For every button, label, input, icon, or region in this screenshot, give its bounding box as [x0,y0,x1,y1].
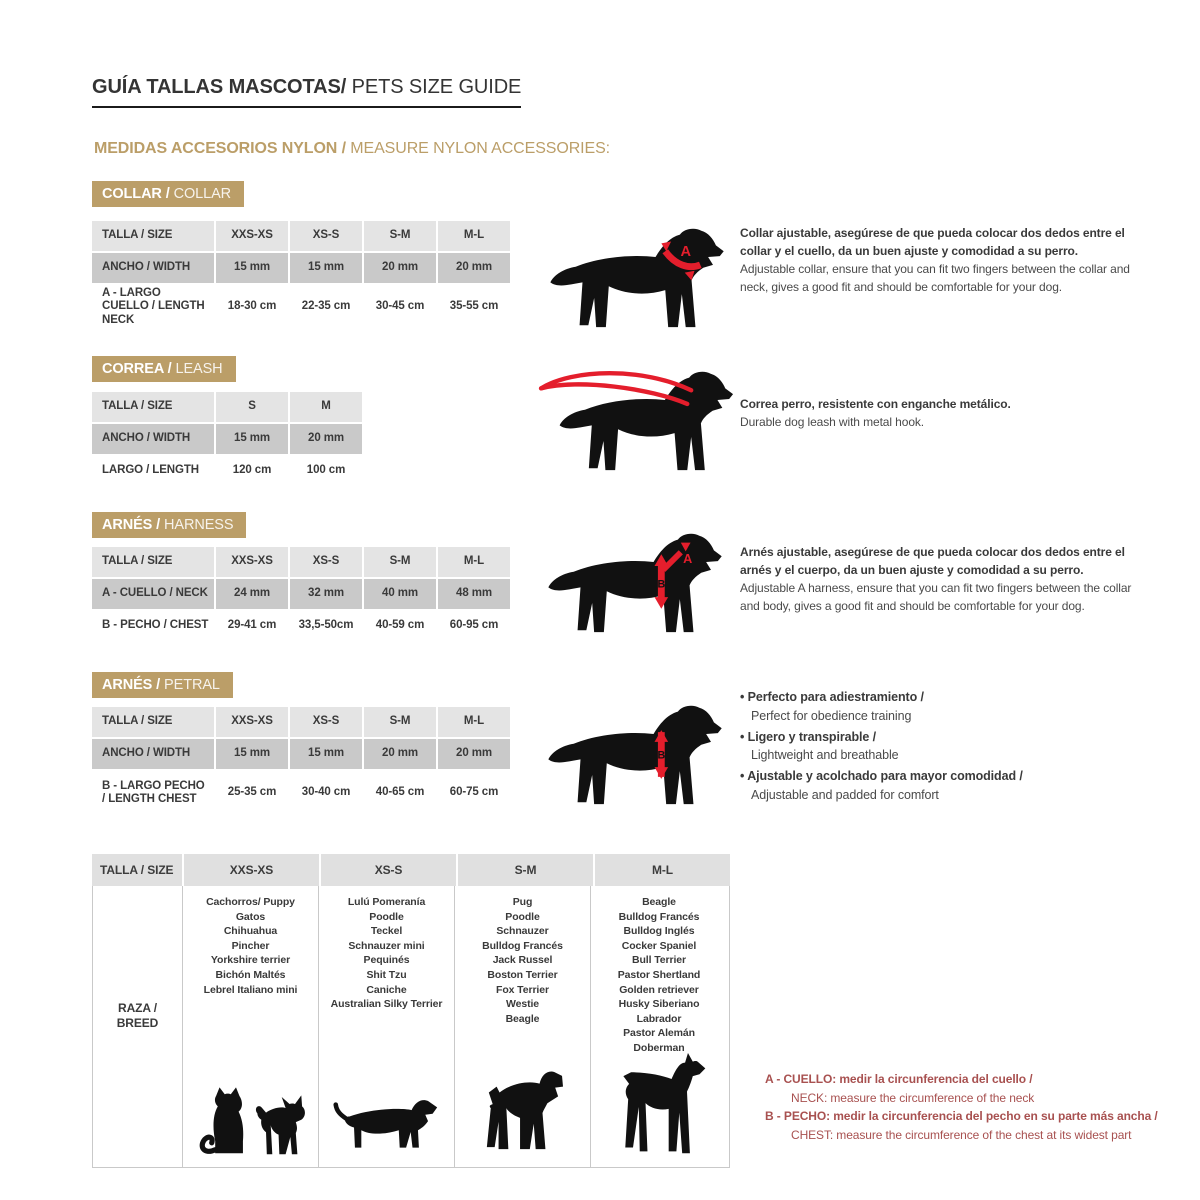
harness-description [740,543,1142,615]
petral-badge-english: PETRAL [164,677,220,693]
breed-size-m-l: M-L [595,854,730,886]
leash-badge-spanish: CORREA / [102,361,176,377]
breed-names: Lulú Pomeranía Poodle Teckel Schnauzer mini Pequinés Shit Tzu Caniche Australian Silky Terrier [330,896,443,1011]
note-neck-english: NECK: measure the circumference of the neck [791,1090,1035,1105]
collar-width-label: ANCHO / WIDTH [92,253,214,283]
leash-width-value: 15 mm [216,424,288,454]
measurement-notes [765,1070,1195,1144]
petral-feature [740,728,1160,766]
petral-table-header-label: TALLA / SIZE [92,707,214,737]
petral-feature-english: Perfect for obedience training [751,708,912,723]
note-neck-spanish: A - CUELLO: medir la circunferencia del cuello / [765,1072,1033,1086]
dog-harness-illustration [538,527,734,639]
petral-width-label: ANCHO / WIDTH [92,739,214,769]
title-spanish: GUÍA TALLAS MASCOTAS/ [92,76,347,98]
leash-size-s: S [216,392,288,422]
breed-names: Cachorros/ Puppy Gatos Chihuahua Pincher Yorkshire terrier Bichón Maltés Lebrel Italiano mini [203,896,298,996]
harness-chest-label: B - PECHO / CHEST [92,611,214,641]
harness-neck-value: 32 mm [290,579,362,609]
breed-list-m-l [591,886,727,1167]
petral-width-value: 15 mm [216,739,288,769]
note-chest-english: CHEST: measure the circumference of the chest at its widest part [791,1127,1132,1142]
petral-width-value: 20 mm [438,739,510,769]
collar-neck-value: 30-45 cm [364,285,436,329]
leash-description-spanish: Correa perro, resistente con enganche metálico. [740,397,1011,411]
petral-chest-length-label: B - LARGO PECHO / LENGTH CHEST [92,771,214,815]
harness-section-badge [92,512,246,538]
collar-neck-value: 18-30 cm [216,285,288,329]
petral-features [740,688,1160,807]
leash-description-english: Durable dog leash with metal hook. [740,415,925,429]
petral-badge-spanish: ARNÉS / [102,677,165,693]
breed-size-xxs-xs: XXS-XS [184,854,319,886]
breed-table-header [92,854,730,886]
dog-leash-illustration [535,363,745,477]
collar-size-s-m: S-M [364,221,436,251]
collar-size-table [92,221,510,329]
subtitle-spanish: MEDIDAS ACCESORIOS NYLON / [94,140,346,157]
petral-size-m-l: M-L [438,707,510,737]
collar-badge-english: COLLAR [173,186,232,202]
harness-size-xxs-xs: XXS-XS [216,547,288,577]
collar-neck-length-label: A - LARGO CUELLO / LENGTH NECK [92,285,214,329]
petral-size-xxs-xs: XXS-XS [216,707,288,737]
breed-size-s-m: S-M [458,854,593,886]
note-neck [765,1070,1195,1107]
petral-feature [740,688,1160,726]
breed-list-xs-s [319,886,455,1167]
note-chest [765,1107,1195,1144]
dog-petral-illustration [538,699,734,811]
collar-size-m-l: M-L [438,221,510,251]
collar-width-value: 20 mm [364,253,436,283]
petral-width-value: 15 mm [290,739,362,769]
collar-table-header-label: TALLA / SIZE [92,221,214,251]
petral-chest-value: 30-40 cm [290,771,362,815]
collar-width-value: 15 mm [216,253,288,283]
harness-neck-value: 48 mm [438,579,510,609]
collar-width-value: 20 mm [438,253,510,283]
breed-size-xs-s: XS-S [321,854,456,886]
dog-collar-illustration [540,222,736,334]
collar-badge-spanish: COLLAR / [102,186,174,202]
note-chest-spanish: B - PECHO: medir la circunferencia del pecho en su parte más ancha / [765,1109,1158,1124]
leash-size-m: M [290,392,362,422]
petral-section-badge [92,672,233,698]
collar-neck-value: 35-55 cm [438,285,510,329]
breed-names: Pug Poodle Schnauzer Bulldog Francés Jack Russel Boston Terrier Fox Terrier Westie Beagle [482,896,563,1025]
collar-description-spanish: Collar ajustable, asegúrese de que pueda colocar dos dedos entre el collar y el cuello, da un buen ajuste y comodidad a su perro. [740,226,1125,258]
petral-feature-spanish: • Perfecto para adiestramiento / [740,688,1160,707]
schnauzer-silhouette-icon [481,1063,563,1159]
harness-description-spanish: Arnés ajustable, asegúrese de que pueda colocar dos dedos entre el arnés y el cuerpo, da un buen ajuste y comodidad a su perro. [740,545,1125,577]
breed-list-s-m [455,886,591,1167]
page-title [92,76,521,108]
leash-width-label: ANCHO / WIDTH [92,424,214,454]
petral-feature-english: Adjustable and padded for comfort [751,787,939,802]
leash-width-value: 20 mm [290,424,362,454]
collar-section-badge [92,181,244,207]
harness-size-m-l: M-L [438,547,510,577]
leash-length-label: LARGO / LENGTH [92,456,214,486]
petral-feature-spanish: • Ligero y transpirable / [740,728,1160,747]
harness-size-s-m: S-M [364,547,436,577]
leash-length-value: 120 cm [216,456,288,486]
collar-width-value: 15 mm [290,253,362,283]
petral-chest-value: 25-35 cm [216,771,288,815]
harness-table-header-label: TALLA / SIZE [92,547,214,577]
petral-chest-value: 40-65 cm [364,771,436,815]
leash-table-header-label: TALLA / SIZE [92,392,214,422]
harness-marker-b-label: B [657,578,666,591]
petral-size-s-m: S-M [364,707,436,737]
harness-size-table [92,547,510,641]
leash-section-badge [92,356,236,382]
harness-badge-spanish: ARNÉS / [102,517,165,533]
harness-chest-value: 40-59 cm [364,611,436,641]
collar-description [740,224,1142,296]
harness-neck-label: A - CUELLO / NECK [92,579,214,609]
petral-chest-value: 60-75 cm [438,771,510,815]
leash-description [740,395,1142,431]
chihuahua-silhouette-icon [248,1093,306,1159]
harness-chest-value: 60-95 cm [438,611,510,641]
dachshund-silhouette-icon [333,1089,439,1155]
breed-row-label: RAZA / BREED [93,886,183,1167]
subtitle-english: MEASURE NYLON ACCESSORIES: [345,140,610,157]
harness-badge-english: HARNESS [164,517,234,533]
collar-marker-a-label: A [680,244,691,261]
harness-size-xs-s: XS-S [290,547,362,577]
doberman-silhouette-icon [613,1053,707,1161]
petral-size-xs-s: XS-S [290,707,362,737]
petral-width-value: 20 mm [364,739,436,769]
harness-marker-a-label: A [683,552,693,567]
harness-chest-value: 33,5-50cm [290,611,362,641]
harness-neck-value: 24 mm [216,579,288,609]
cat-silhouette-icon [197,1085,249,1159]
harness-description-english: Adjustable A harness, ensure that you can fit two fingers between the collar and body, gives a good fit and should be comfortable for your dog. [740,581,1132,613]
collar-size-xxs-xs: XXS-XS [216,221,288,251]
leash-size-table [92,392,362,486]
breed-size-table [92,854,730,1168]
harness-chest-value: 29-41 cm [216,611,288,641]
petral-marker-b-label: B [657,749,666,762]
breed-header-label: TALLA / SIZE [92,854,182,886]
page-subtitle [94,140,610,158]
leash-badge-english: LEASH [175,361,223,377]
petral-feature [740,767,1160,805]
breed-names: Beagle Bulldog Francés Bulldog Inglés Cocker Spaniel Bull Terrier Pastor Shertland Golden retriever Husky Siberiano Labrador Pastor Alemán Doberman [617,896,701,1054]
breed-table-body [92,886,730,1168]
breed-list-xxs-xs [183,886,319,1167]
collar-description-english: Adjustable collar, ensure that you can fit two fingers between the collar and neck, gives a good fit and should be comfortable for your dog. [740,262,1130,294]
petral-size-table [92,707,510,815]
collar-neck-value: 22-35 cm [290,285,362,329]
leash-length-value: 100 cm [290,456,362,486]
petral-feature-spanish: • Ajustable y acolchado para mayor comodidad / [740,767,1160,786]
title-english: PETS SIZE GUIDE [346,76,522,98]
collar-size-xs-s: XS-S [290,221,362,251]
petral-feature-english: Lightweight and breathable [751,748,899,763]
harness-neck-value: 40 mm [364,579,436,609]
